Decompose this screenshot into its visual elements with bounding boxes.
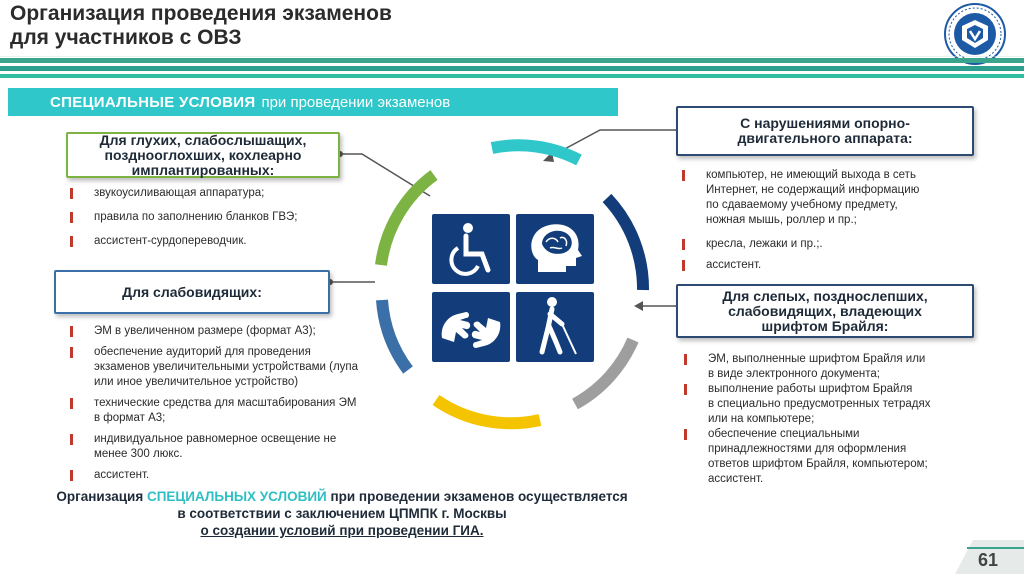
blind-tile	[514, 290, 596, 364]
low-vision-item: ЭМ в увеличенном размере (формат А3);	[70, 324, 370, 339]
wheelchair-tile	[430, 212, 512, 286]
motor-category-title: С нарушениями опорно-двигательного аппарата:	[737, 115, 913, 146]
blind-conditions-list	[684, 352, 984, 487]
brain-tile	[514, 212, 596, 286]
low-vision-conditions-list	[70, 324, 370, 483]
ring-arc-navy	[607, 198, 643, 290]
page-number: 61	[978, 550, 999, 570]
motor-item: ассистент.	[682, 258, 982, 273]
title-line-1: Организация проведения экзаменов	[10, 2, 392, 25]
deaf-item: правила по заполнению бланков ГВЭ;	[70, 210, 350, 225]
blind-item: выполнение работы шрифтом Брайля в специально предусмотренных тетрадях или на компьютере;	[684, 382, 984, 427]
motor-item: компьютер, не имеющий выхода в сеть Интернет, не содержащий информацию по сдаваемому учебному предмету, ножная мышь, роллер и пр.;	[682, 168, 982, 228]
bottom-line-2: в соответствии с заключением ЦПМПК г. Москвы	[177, 506, 507, 521]
motor-conditions-list	[682, 168, 982, 273]
bottom-summary	[18, 488, 666, 539]
low-vision-item: обеспечение аудиторий для проведения экзаменов увеличительными устройствами (лупа или иное увеличительное устройство)	[70, 345, 370, 390]
deaf-category-box	[66, 132, 340, 178]
deaf-category-title: Для глухих, слабослышащих, позднооглохших, кохлеарно имплантированных:	[99, 131, 307, 178]
blind-category-title: Для слепых, позднослепших, слабовидящих, владеющих шрифтом Брайля:	[722, 287, 928, 334]
title-line-2: для участников с ОВЗ	[10, 26, 242, 49]
ring-arc-blue	[382, 300, 408, 370]
deaf-item: звукоусиливающая аппаратура;	[70, 186, 350, 201]
banner-rest-text: при проведении экзаменов	[261, 93, 451, 111]
bottom-line-1: Организация СПЕЦИАЛЬНЫХ УСЛОВИЙ при проведении экзаменов осуществляется	[56, 489, 628, 504]
low-vision-item: технические средства для масштабирования ЭМ в формат А3;	[70, 396, 370, 426]
blind-item: ЭМ, выполненные шрифтом Брайля или в виде электронного документа;	[684, 352, 984, 382]
ring-arc-green	[381, 175, 434, 265]
blind-category-box	[676, 284, 974, 338]
deaf-item: ассистент-сурдопереводчик.	[70, 234, 350, 249]
sign-language-icon	[432, 292, 510, 362]
low-vision-item: ассистент.	[70, 468, 370, 483]
low-vision-category-box	[54, 270, 330, 314]
sign-language-tile	[430, 290, 512, 364]
blind-cane-icon	[516, 292, 594, 362]
motor-category-box	[676, 106, 974, 156]
bottom-line-3: о создании условий при проведении ГИА.	[200, 523, 484, 538]
ring-arc-yellow	[436, 400, 540, 423]
low-vision-category-title: Для слабовидящих:	[122, 283, 262, 300]
low-vision-item: индивидуальное равномерное освещение не менее 300 люкс.	[70, 432, 370, 462]
deaf-conditions-list	[70, 186, 350, 249]
brain-head-icon	[516, 214, 594, 284]
blind-item: обеспечение специальными принадлежностями для оформления ответов шрифтом Брайля, компьютером; ассистент.	[684, 427, 984, 487]
wheelchair-icon	[432, 214, 510, 284]
banner-strong-text: СПЕЦИАЛЬНЫЕ УСЛОВИЯ	[50, 93, 256, 111]
motor-item: кресла, лежаки и пр.;.	[682, 237, 982, 252]
